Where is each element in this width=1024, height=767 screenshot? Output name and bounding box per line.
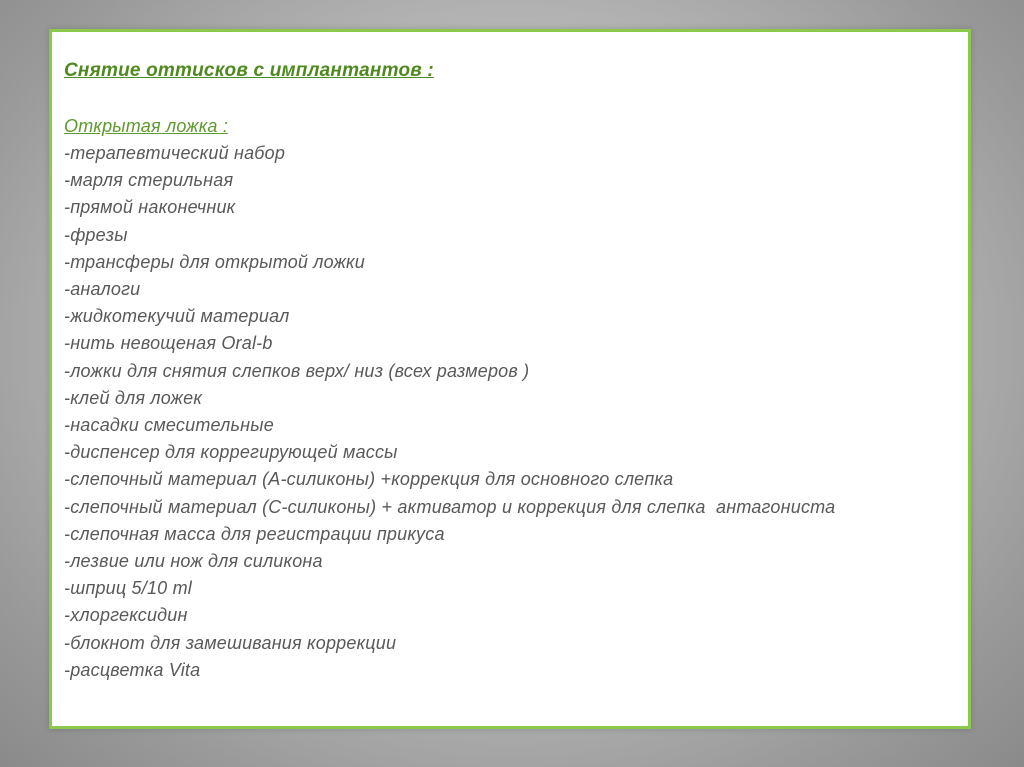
slide-content [64, 56, 956, 684]
list-item: -марля стерильная [64, 170, 234, 191]
list-item: -насадки смесительные [64, 415, 274, 436]
slide-title: Снятие оттисков с имплантантов : [64, 60, 434, 81]
list-item: -ложки для снятия слепков верх/ низ (всех размеров ) [64, 360, 530, 381]
list-item: -слепочная масса для регистрации прикуса [64, 523, 445, 544]
list-item: -нить невощеная Oral-b [64, 333, 273, 354]
list-item: -шприц 5/10 ml [64, 578, 192, 599]
list-item: -диспенсер для коррегирующей массы [64, 442, 398, 463]
list-item: -слепочный материал (С-силиконы) + активатор и коррекция для слепка антагониста [64, 496, 836, 517]
list-item: -жидкотекучий материал [64, 306, 290, 327]
slide-subtitle: Открытая ложка : [64, 116, 229, 136]
list-item: -аналоги [64, 279, 141, 300]
list-item: -трансферы для открытой ложки [64, 251, 365, 272]
slide-panel [49, 29, 971, 729]
item-list [64, 140, 956, 684]
list-item: -слепочный материал (А-силиконы) +коррекция для основного слепка [64, 469, 674, 490]
list-item: -хлоргексидин [64, 605, 188, 626]
list-item: -клей для ложек [64, 387, 203, 408]
list-item: -прямой наконечник [64, 197, 236, 218]
list-item: -фрезы [64, 224, 128, 245]
list-item: -терапевтический набор [64, 143, 286, 163]
list-item: -лезвие или нож для силикона [64, 551, 323, 572]
list-item: -блокнот для замешивания коррекции [64, 632, 397, 653]
list-item: -расцветка Vita [64, 659, 201, 680]
